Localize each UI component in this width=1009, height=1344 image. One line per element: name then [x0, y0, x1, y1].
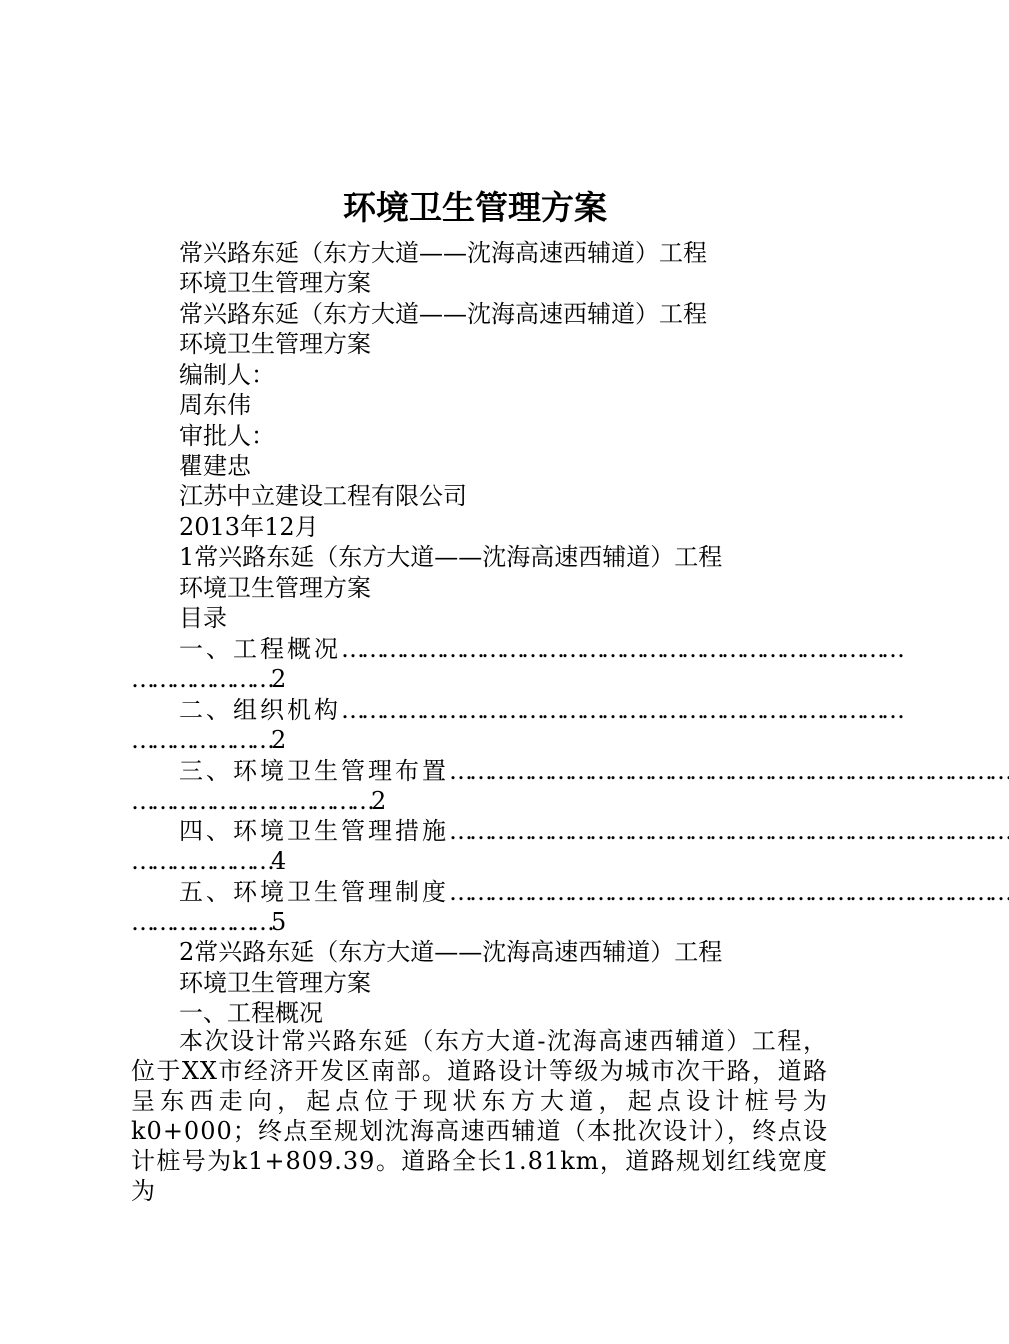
- text-line: 审批人：: [179, 422, 275, 450]
- toc-leader-dots: …………………………………………………………………………: [449, 757, 1009, 785]
- toc-entry[interactable]: [131, 634, 901, 694]
- toc-entry-page: 4: [271, 847, 287, 875]
- toc-leader-dots: …………………………………………………………………………: [341, 635, 901, 663]
- text-line: 环境卫生管理方案: [179, 969, 371, 997]
- text-line: 环境卫生管理方案: [179, 330, 371, 358]
- toc-entry-label: 四、环境卫生管理措施: [179, 817, 449, 845]
- toc-leader-dots: …………………………………………………………………………: [341, 696, 901, 724]
- toc-leader-dots: …………………: [131, 847, 271, 875]
- toc-heading: 目录: [179, 604, 227, 632]
- text-line: 2013年12月: [179, 513, 319, 541]
- toc-entry[interactable]: [131, 816, 1009, 876]
- text-line: 编制人：: [179, 361, 275, 389]
- text-line: 瞿建忠: [179, 452, 251, 480]
- text-line: 江苏中立建设工程有限公司: [179, 482, 467, 510]
- toc-entry-page: 2: [271, 665, 287, 693]
- text-line: 常兴路东延（东方大道——沈海高速西辅道）工程: [179, 300, 707, 328]
- toc-leader-dots: …………………………………………………………………………: [449, 817, 1009, 845]
- text-line: 环境卫生管理方案: [179, 574, 371, 602]
- toc-leader-dots: …………………………………………………………………………: [449, 878, 1009, 906]
- toc-entry[interactable]: [131, 695, 901, 755]
- toc-leader-dots: …………………: [131, 665, 271, 693]
- text-line: 2常兴路东延（东方大道——沈海高速西辅道）工程: [179, 938, 723, 966]
- document-title: 环境卫生管理方案: [343, 188, 607, 227]
- text-line: 常兴路东延（东方大道——沈海高速西辅道）工程: [179, 239, 707, 267]
- toc-entry[interactable]: [131, 756, 1009, 816]
- section-heading: 一、工程概况: [179, 999, 323, 1027]
- toc-entry-label: 二、组织机构: [179, 696, 341, 724]
- toc-leader-dots: …………………: [131, 908, 271, 936]
- toc-entry-page: 2: [371, 787, 387, 815]
- toc-entry-label: 一、工程概况: [179, 635, 341, 663]
- toc-entry-page: 5: [271, 908, 287, 936]
- toc-entry-label: 五、环境卫生管理制度: [179, 878, 449, 906]
- toc-entry[interactable]: [131, 877, 1009, 937]
- text-line: 环境卫生管理方案: [179, 269, 371, 297]
- toc-entry-label: 三、环境卫生管理布置: [179, 757, 449, 785]
- toc-leader-dots: …………………: [131, 726, 271, 754]
- text-line: 周东伟: [179, 391, 251, 419]
- toc-entry-page: 2: [271, 726, 287, 754]
- toc-leader-dots: ………………………………: [131, 787, 371, 815]
- text-line: 1常兴路东延（东方大道——沈海高速西辅道）工程: [179, 543, 723, 571]
- body-paragraph: 本次设计常兴路东延（东方大道-沈海高速西辅道）工程，位于XX市经济开发区南部。道路设计等级为城市次干路，道路呈东西走向，起点位于现状东方大道，起点设计桩号为k0+000；终点至规划沈海高速西辅道（本批次设计），终点设计桩号为k1+809.39。道路全长1.81km，道路规划红线宽度为: [131, 1027, 828, 1205]
